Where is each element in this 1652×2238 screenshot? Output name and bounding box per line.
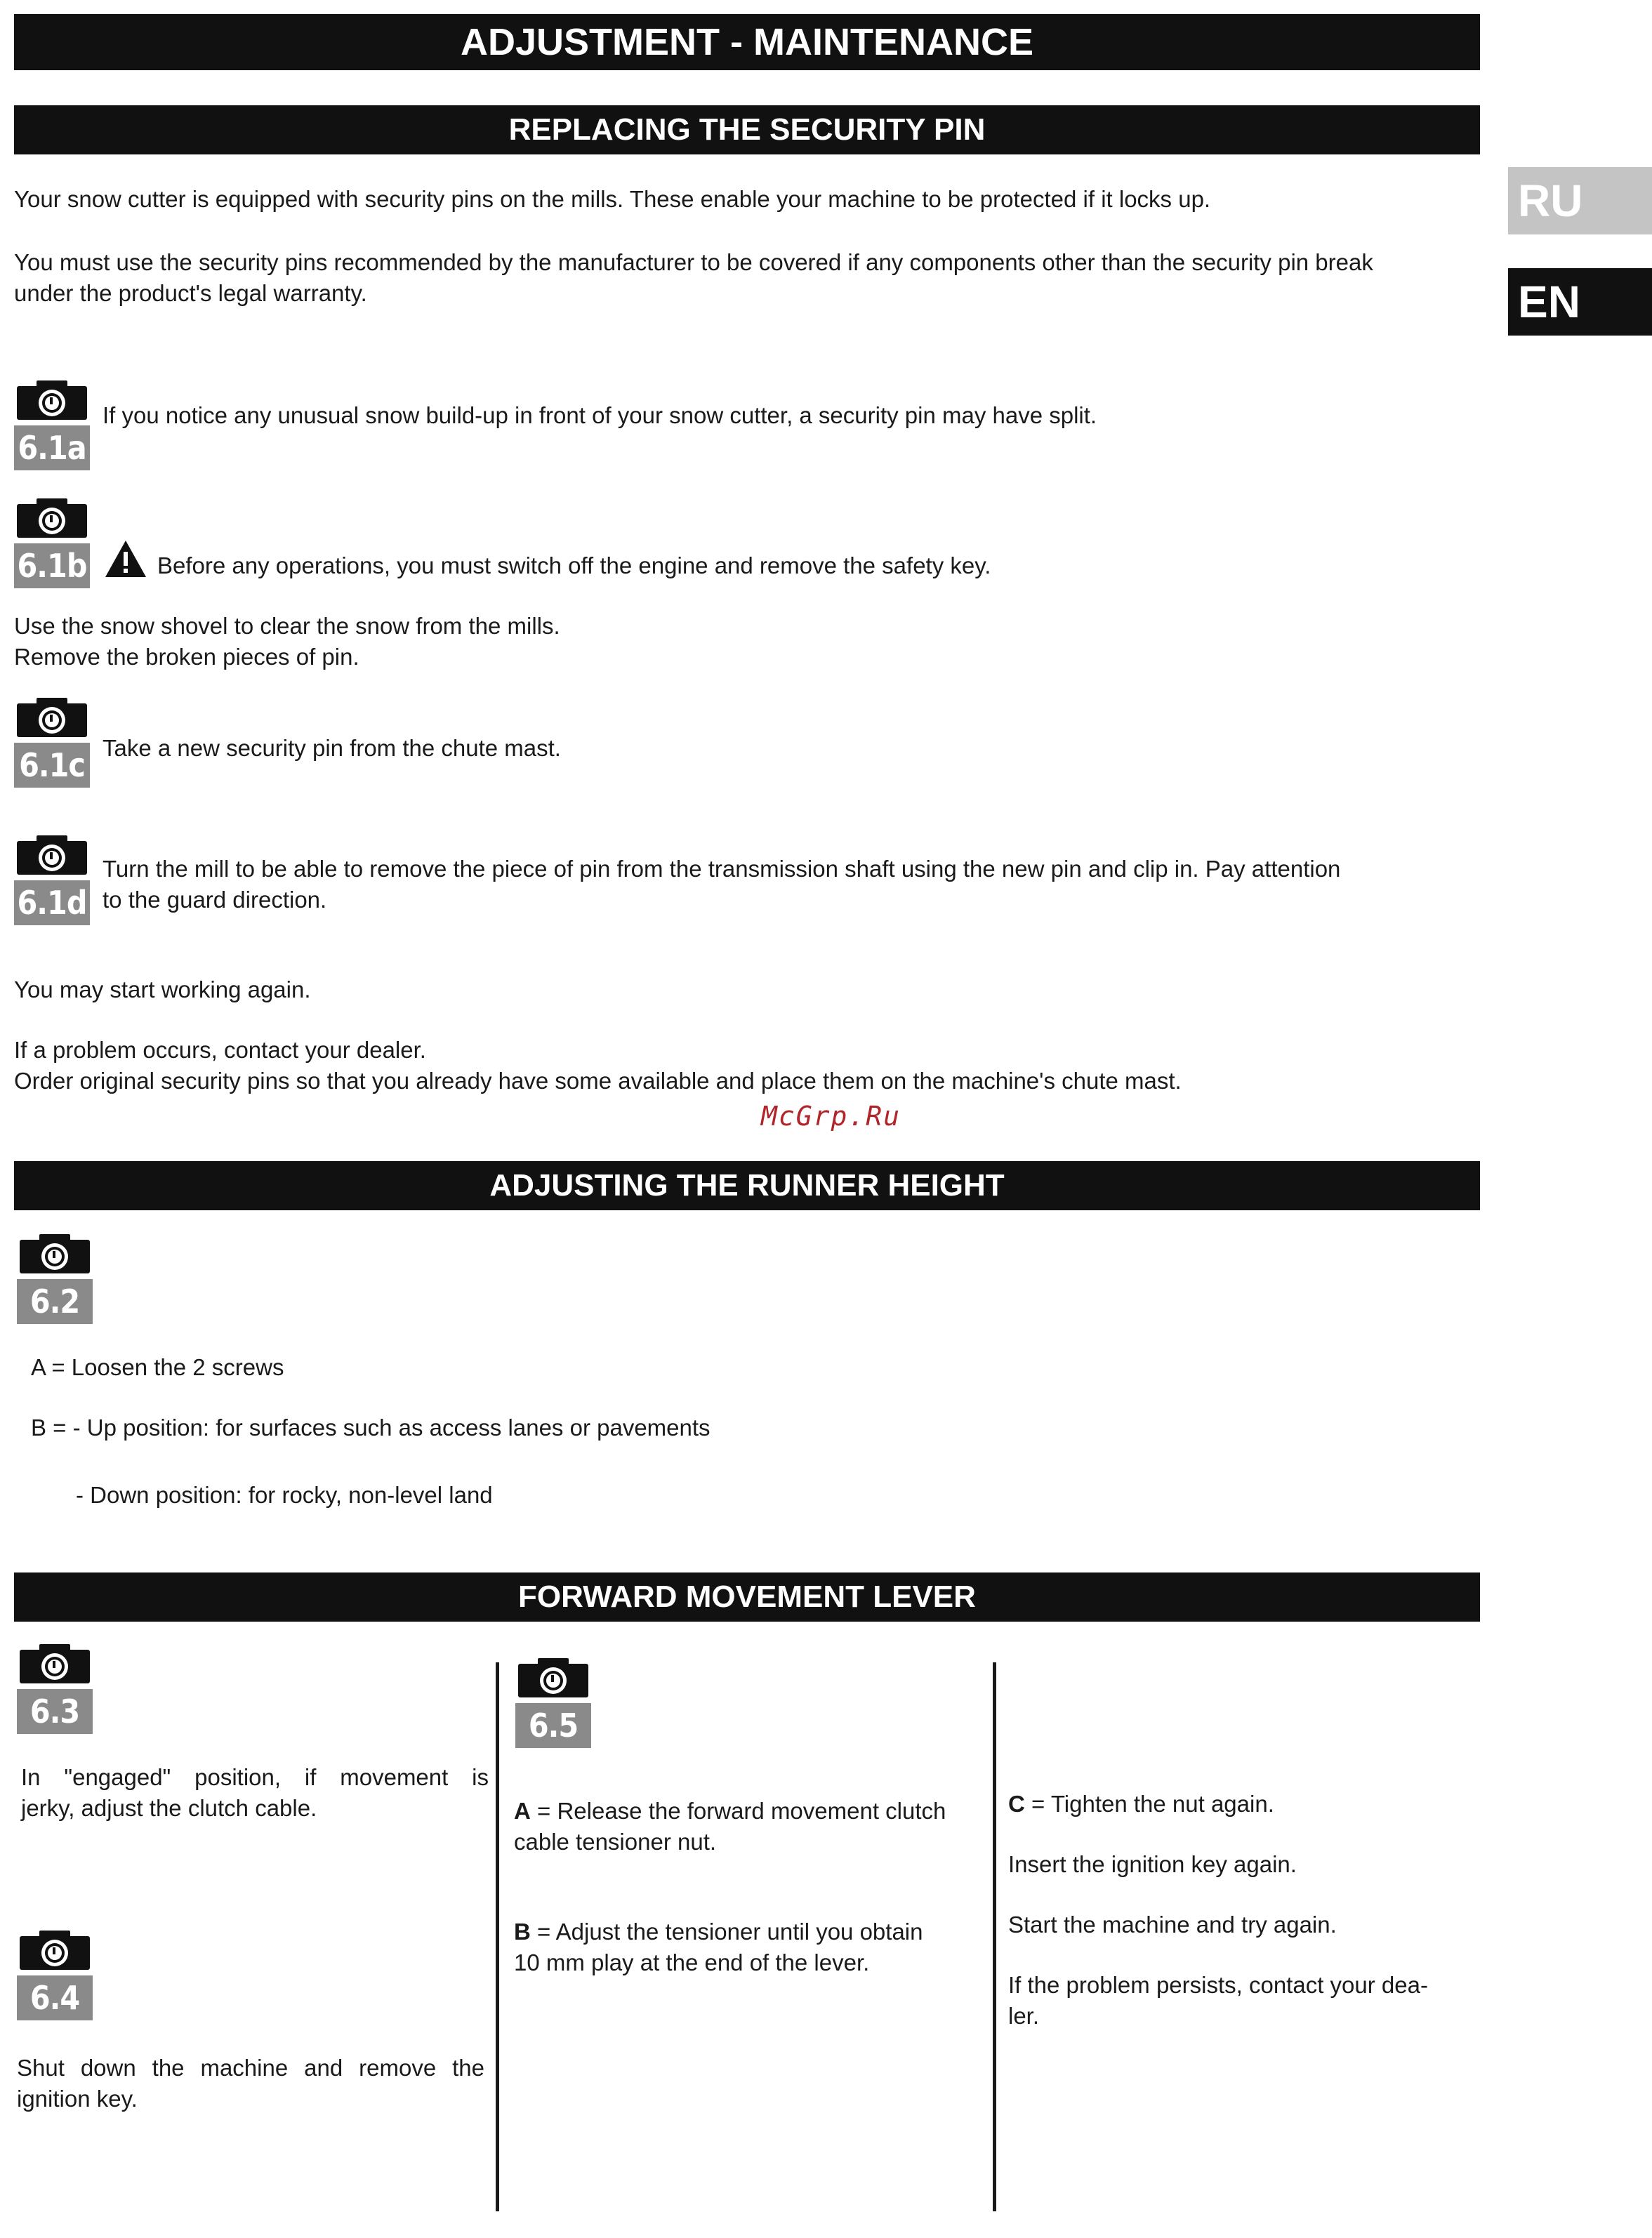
column-divider-2: [993, 1662, 996, 2211]
step-b-text: = Adjust the tensioner until you obtain: [530, 1919, 923, 1945]
photo-ref-label: 6.1c: [14, 743, 90, 788]
clear-snow-instruction: Use the snow shovel to clear the snow from the mills.: [14, 613, 560, 639]
step-6-3-line1: In "engaged" position, if movement is: [21, 1764, 489, 1790]
language-tab-ru[interactable]: RU: [1508, 167, 1652, 234]
step-6-1c-text: Take a new security pin from the chute mast.: [103, 735, 561, 761]
photo-ref-label: 6.2: [17, 1279, 93, 1324]
warning-icon: [104, 539, 147, 578]
section-heading-runner-height: ADJUSTING THE RUNNER HEIGHT: [14, 1161, 1480, 1210]
warranty-note-line1: You must use the security pins recommended by the manufacturer to be covered if any components other than the security pin break: [14, 249, 1373, 275]
step-6-1b-text: Before any operations, you must switch off the engine and remove the safety key.: [157, 552, 991, 578]
watermark: McGrp.Ru: [761, 1101, 901, 1132]
photo-ref-6-1b: [14, 496, 90, 588]
step-6-4-line2: ignition key.: [17, 2086, 138, 2112]
camera-icon: [515, 1655, 591, 1700]
problem-note-line1: If a problem occurs, contact your dealer.: [14, 1037, 426, 1063]
label-a: A: [514, 1798, 531, 1824]
photo-ref-label: 6.1a: [14, 425, 90, 470]
section-heading-forward-lever: FORWARD MOVEMENT LEVER: [14, 1572, 1480, 1622]
photo-ref-label: 6.3: [17, 1689, 93, 1734]
step-6-5-a-line1: [514, 1796, 946, 1827]
step-a-text: = Release the forward movement clutch: [530, 1798, 946, 1824]
section-heading-security-pin: REPLACING THE SECURITY PIN: [14, 105, 1480, 154]
photo-ref-label: 6.4: [17, 1975, 93, 2020]
photo-ref-6-3: [17, 1641, 93, 1734]
step-c-text: = Tighten the nut again.: [1024, 1791, 1274, 1817]
page-title: ADJUSTMENT - MAINTENANCE: [14, 14, 1480, 70]
photo-ref-6-5: [515, 1655, 591, 1748]
step-6-1d-line2: to the guard direction.: [103, 887, 327, 913]
photo-ref-6-2: [17, 1231, 93, 1324]
language-tab-en[interactable]: EN: [1508, 268, 1652, 336]
label-b: B: [514, 1919, 531, 1945]
label-c: C: [1008, 1791, 1025, 1817]
problem-note-line2: Order original security pins so that you already have some available and place them on the machine's chute mast.: [14, 1068, 1182, 1094]
warranty-note-line2: under the product's legal warranty.: [14, 280, 367, 306]
step-6-1a-text: If you notice any unusual snow build-up in front of your snow cutter, a security pin may have split.: [103, 402, 1097, 428]
camera-icon: [14, 378, 90, 423]
photo-ref-6-1d: [14, 833, 90, 925]
step-6-5-b-line1: [514, 1916, 923, 1947]
persist-note-line2: ler.: [1008, 2003, 1040, 2029]
photo-ref-label: 6.1b: [14, 543, 90, 588]
remove-pieces-instruction: Remove the broken pieces of pin.: [14, 644, 359, 670]
photo-ref-label: 6.5: [515, 1703, 591, 1748]
camera-icon: [17, 1641, 93, 1686]
step-6-3-line2: jerky, adjust the clutch cable.: [21, 1795, 317, 1821]
step-c: [1008, 1789, 1274, 1820]
photo-ref-6-1c: [14, 695, 90, 788]
restart-note: You may start working again.: [14, 976, 311, 1002]
runner-step-b-up: B = - Up position: for surfaces such as access lanes or pavements: [31, 1415, 711, 1441]
camera-icon: [14, 695, 90, 740]
step-6-4-line1: Shut down the machine and remove the: [17, 2055, 484, 2081]
camera-icon: [17, 1928, 93, 1973]
step-6-1d-line1: Turn the mill to be able to remove the piece of pin from the transmission shaft using the new pin and clip in. Pay attention: [103, 856, 1341, 882]
step-6-5-a-line2: cable tensioner nut.: [514, 1829, 717, 1855]
camera-icon: [17, 1231, 93, 1276]
security-pin-intro: Your snow cutter is equipped with security pins on the mills. These enable your machine to be protected if it locks up.: [14, 186, 1211, 212]
photo-ref-6-1a: [14, 378, 90, 470]
runner-step-b-down: - Down position: for rocky, non-level land: [76, 1482, 493, 1508]
step-6-5-b-line2: 10 mm play at the end of the lever.: [514, 1949, 870, 1975]
persist-note-line1: If the problem persists, contact your dea-: [1008, 1972, 1428, 1998]
camera-icon: [14, 496, 90, 541]
insert-key-instruction: Insert the ignition key again.: [1008, 1851, 1297, 1877]
column-divider-1: [496, 1662, 499, 2211]
photo-ref-6-4: [17, 1928, 93, 2020]
start-machine-instruction: Start the machine and try again.: [1008, 1912, 1337, 1938]
camera-icon: [14, 833, 90, 878]
photo-ref-label: 6.1d: [14, 880, 90, 925]
runner-step-a: A = Loosen the 2 screws: [31, 1354, 284, 1380]
